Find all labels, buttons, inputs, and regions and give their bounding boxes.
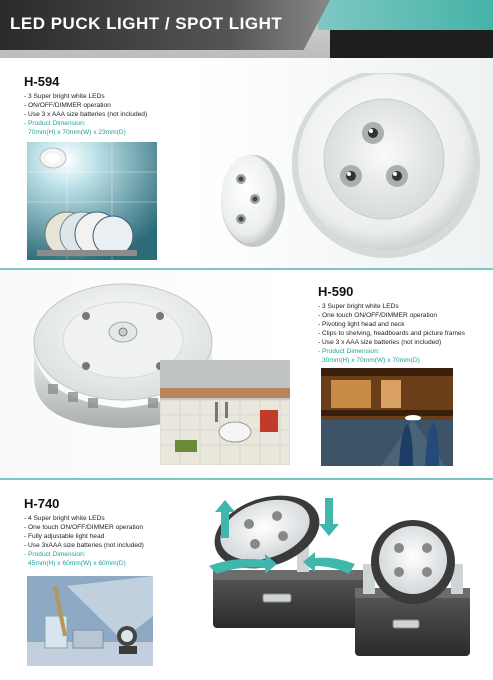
page-title: LED PUCK LIGHT / SPOT LIGHT xyxy=(10,14,283,33)
dimension-label-text: Product Dimension: xyxy=(28,551,86,558)
product-model: H-590 xyxy=(318,284,354,299)
shelf-illustration xyxy=(321,368,453,466)
feature-item: - Fully adjustable light head xyxy=(24,532,199,541)
feature-list xyxy=(318,302,488,347)
desk-illustration xyxy=(27,576,153,666)
product-model: H-740 xyxy=(24,496,60,511)
feature-item: - 4 Super bright white LEDs xyxy=(24,514,199,523)
dimension-label: - Product Dimension: xyxy=(24,120,86,127)
puck-light-side-view xyxy=(221,155,277,243)
feature-item: - Use 3 x AAA size batteries (not included) xyxy=(24,110,184,119)
dimension-label: - Product Dimension: xyxy=(318,348,380,355)
feature-item: - 3 Super bright white LEDs xyxy=(318,302,488,311)
product-info-h590 xyxy=(318,284,488,365)
lifestyle-photo-kitchen xyxy=(160,360,290,465)
product-section-h590 xyxy=(0,268,493,478)
dimension-label: - Product Dimension: xyxy=(24,551,86,558)
dimension-label-text: Product Dimension: xyxy=(322,348,380,355)
header-teal-stripe xyxy=(318,0,493,30)
spot-light-upright xyxy=(355,520,470,656)
feature-item: - Use 3 x AAA size batteries (not included) xyxy=(318,338,488,347)
lifestyle-photo-dishes xyxy=(27,142,157,260)
feature-item: - One touch ON/OFF/DIMMER operation xyxy=(318,311,488,320)
product-info-h740 xyxy=(24,496,199,568)
dish-rack-illustration xyxy=(27,142,157,260)
product-section-h594 xyxy=(0,58,493,268)
feature-item: - One touch ON/OFF/DIMMER operation xyxy=(24,523,199,532)
tilt-down-arrow-icon xyxy=(319,498,339,536)
feature-item: - Use 3xAAA size batteries (not included) xyxy=(24,541,199,550)
feature-item: - Pivoting light head and neck xyxy=(318,320,488,329)
product-info-h594 xyxy=(24,74,184,137)
product-render-h594 xyxy=(215,73,485,273)
header-dark-stripe xyxy=(330,30,493,58)
feature-list xyxy=(24,514,199,550)
kitchen-illustration xyxy=(160,360,290,465)
lifestyle-photo-shelf xyxy=(321,368,453,466)
dimension-value: 30mm(H) x 70mm(W) x 70mm(D) xyxy=(322,357,420,364)
dimension-label-text: Product Dimension: xyxy=(28,120,86,127)
feature-item: - 3 Super bright white LEDs xyxy=(24,92,184,101)
lifestyle-photo-desk xyxy=(27,576,153,666)
product-render-h740 xyxy=(205,488,490,678)
dimension-value: 70mm(H) x 70mm(W) x 23mm(D) xyxy=(28,129,126,136)
dimension-value: 45mm(H) x 60mm(W) x 60mm(D) xyxy=(28,560,126,567)
product-section-h740 xyxy=(0,478,493,680)
feature-item: - ON/OFF/DIMMER operation xyxy=(24,101,184,110)
product-model: H-594 xyxy=(24,74,60,89)
header-bar xyxy=(0,0,493,58)
feature-item: - Clips to shelving, headboards and picture frames xyxy=(318,329,488,338)
feature-list xyxy=(24,92,184,119)
